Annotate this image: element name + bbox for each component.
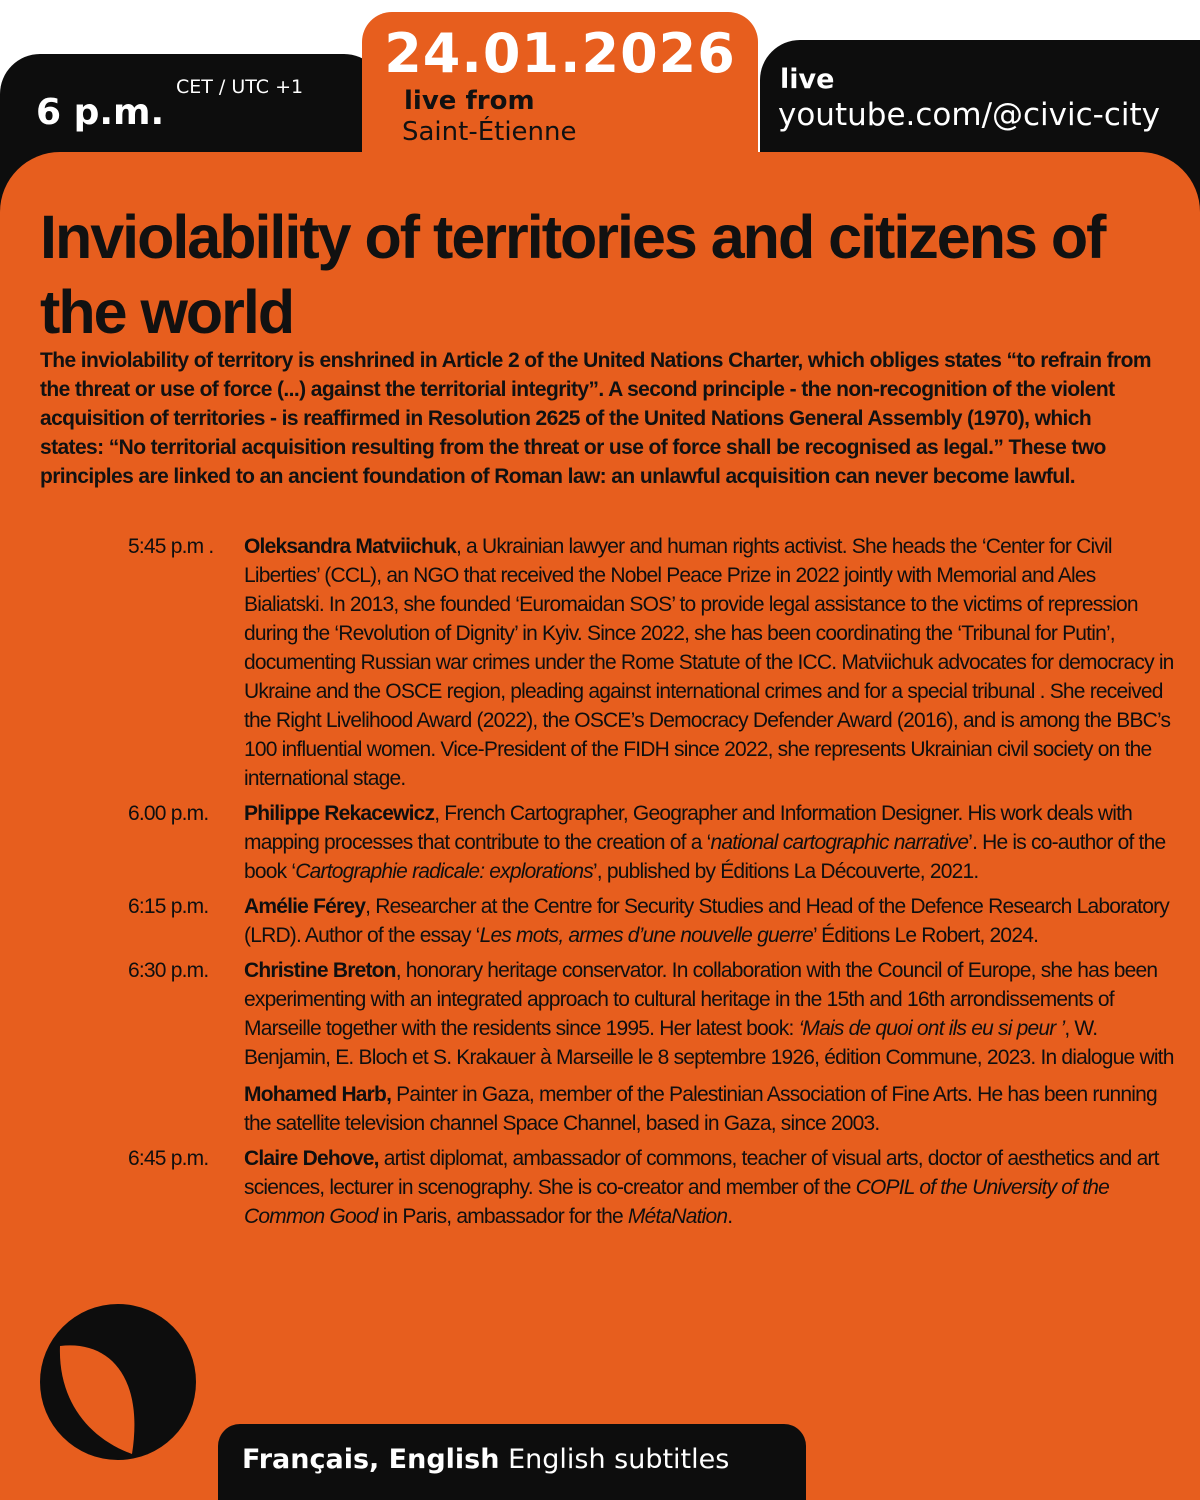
speaker-bio-italic: COPIL of the University of the Common Good [244, 1176, 1110, 1228]
speaker-bio: ’, published by Éditions La Découverte, 2021. [592, 860, 979, 883]
event-city: Saint-Étienne [402, 117, 577, 147]
intro-text: The inviolability of territory is enshrined in Article 2 of the United Nations Charter, which obliges states “to refrain from the threat or use of force (...) against the territorial integrity”. A second principle - the non-recognition of the violent acquisition of territories - is reaffirmed in Resolution 2625 of the United Nations General Assembly (1970), which states: “No territorial acquisition resulting from the threat or use of force shall be recognised as legal.” These two principles are linked to an ancient foundation of Roman law: an unlawful acquisition can never become lawful. [40, 349, 1151, 488]
timezone: CET / UTC +1 [176, 76, 304, 98]
live-label: live [780, 64, 835, 95]
speaker-bio: . [727, 1205, 733, 1228]
speaker-name: Claire Dehove, [244, 1147, 379, 1170]
programme-item [128, 1144, 1178, 1231]
speaker-name: Mohamed Harb, [244, 1083, 392, 1106]
language-info [242, 1444, 729, 1475]
speaker-name: Amélie Férey [244, 895, 366, 918]
speaker-bio: ’ Éditions Le Robert, 2024. [813, 924, 1039, 947]
speaker-bio: , French Cartographer, Geographer and Information Designer. His work deals with mapping processes that contribute to the creation of a ‘ [244, 802, 1133, 854]
programme-item [128, 892, 1178, 950]
civic-city-logo-icon [40, 1304, 196, 1460]
subtitles: English subtitles [508, 1444, 730, 1475]
languages: Français, English [242, 1444, 500, 1475]
speaker-name: Christine Breton [244, 959, 396, 982]
book-title: Cartographie radicale: explorations [295, 860, 593, 883]
programme-description [244, 956, 1174, 1138]
programme-time: 6:15 p.m. [128, 895, 209, 918]
programme-description [244, 532, 1174, 793]
event-date: 24.01.2026 [384, 22, 736, 85]
event-time: 6 p.m. [36, 92, 165, 133]
programme-time: 5:45 p.m . [128, 535, 214, 558]
programme-time: 6:45 p.m. [128, 1147, 209, 1170]
live-from-label: live from [404, 86, 535, 116]
speaker-bio: in Paris, ambassador for the [377, 1205, 628, 1228]
programme-description [244, 799, 1174, 886]
programme-list [128, 532, 1178, 1231]
speaker-bio: ’. He is co-author of the book ‘ [244, 831, 1166, 883]
speaker-name: Oleksandra Matviichuk [244, 535, 456, 558]
page-title: Inviolability of territories and citizens of the world [40, 203, 1105, 346]
speaker-bio: , honorary heritage conservator. In collaboration with the Council of Europe, she has been experimenting with an integrated approach to cultural heritage in the 15th and 16th arrondissements of Marseille together with the residents since 1995. Her latest book: [244, 959, 1158, 1040]
speaker-bio: , a Ukrainian lawyer and human rights activist. She heads the ‘Center for Civil Liberties’ (CCL), an NGO that received the Nobel Peace Prize in 2022 jointly with Memorial and Ales Bialiatski. In 2013, she founded ‘Euromaidan SOS’ to provide legal assistance to the victims of repression during the ‘Revolution of Dignity’ in Kyiv. Since 2022, she has been coordinating the ‘Tribunal for Putin’, documenting Russian war crimes under the Rome Statute of the ICC. Matviichuk advocates for democracy in Ukraine and the OSCE region, pleading against international crimes and for a special tribunal . She received the Right Livelihood Award (2022), the OSCE’s Democracy Defender Award (2016), and is among the BBC’s 100 influential women. Vice-President of the FIDH since 2022, she represents Ukrainian civil society on the international stage. [244, 535, 1174, 790]
programme-item [128, 956, 1178, 1138]
programme-description [244, 1144, 1174, 1231]
youtube-channel-link[interactable]: youtube.com/@civic-city [778, 97, 1161, 133]
speaker-bio: Painter in Gaza, member of the Palestinian Association of Fine Arts. He has been running the satellite television channel Space Channel, based in Gaza, since 2003. [244, 1083, 1157, 1135]
book-title: Les mots, armes d’une nouvelle guerre [479, 924, 813, 947]
speaker-bio: , W. Benjamin, E. Bloch et S. Krakauer à Marseille le 8 septembre 1926, édition Commune, 2023. In dialogue with [244, 1017, 1174, 1069]
programme-description [244, 892, 1174, 950]
speaker-bio-italic: MétaNation [627, 1205, 728, 1228]
speaker-name: Philippe Rekacewicz [244, 802, 435, 825]
speaker-bio-italic: national cartographic narrative [710, 831, 969, 854]
book-title: ‘Mais de quoi ont ils eu si peur ’ [798, 1017, 1065, 1040]
programme-item [128, 799, 1178, 886]
programme-time: 6:30 p.m. [128, 959, 209, 982]
speaker-bio: artist diplomat, ambassador of commons, teacher of visual arts, doctor of aesthetics and art sciences, lecturer in scenography. She is co-creator and member of the [244, 1147, 1159, 1199]
speaker-bio: , Researcher at the Centre for Security Studies and Head of the Defence Research Laboratory (LRD). Author of the essay ‘ [244, 895, 1169, 947]
programme-time: 6.00 p.m. [128, 802, 209, 825]
programme-item [128, 532, 1178, 793]
